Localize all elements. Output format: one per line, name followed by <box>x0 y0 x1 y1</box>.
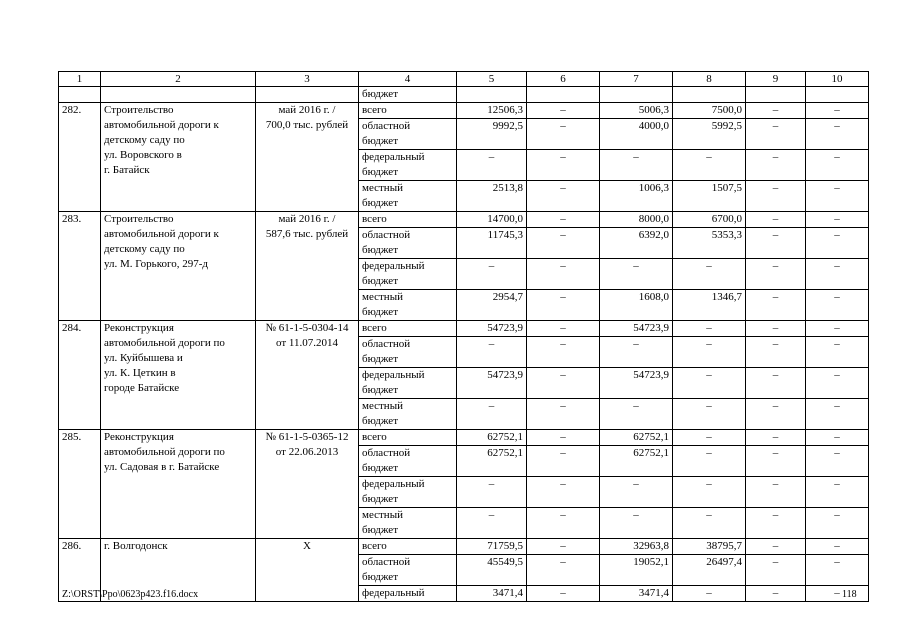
amount-cell: 54723,9 <box>457 321 527 337</box>
funding-source: федеральный бюджет <box>359 150 457 181</box>
entry-name <box>101 321 256 430</box>
entry-name-line: ул. Воровского в <box>104 149 182 161</box>
carry-over-text: бюджет <box>359 87 457 103</box>
entry-number: 286. <box>59 539 101 602</box>
amount-cell: 7500,0 <box>673 103 746 119</box>
amount-cell: – <box>746 430 806 446</box>
funding-source: федеральный бюджет <box>359 259 457 290</box>
table-row <box>59 430 869 446</box>
funding-source: всего <box>359 212 457 228</box>
amount-cell: 62752,1 <box>457 446 527 477</box>
amount-cell: 2513,8 <box>457 181 527 212</box>
amount-cell: – <box>673 399 746 430</box>
amount-cell: – <box>527 103 600 119</box>
amount-cell: 45549,5 <box>457 555 527 586</box>
amount-cell: – <box>806 150 869 181</box>
table-row <box>59 103 869 119</box>
amount-cell: – <box>457 477 527 508</box>
amount-cell: – <box>527 508 600 539</box>
amount-cell: 4000,0 <box>600 119 673 150</box>
amount-cell: – <box>600 259 673 290</box>
amount-cell: – <box>806 228 869 259</box>
amount-cell: 54723,9 <box>457 368 527 399</box>
entry-name-line: Реконструкция <box>104 431 174 443</box>
entry-number: 283. <box>59 212 101 321</box>
amount-cell: – <box>600 399 673 430</box>
amount-cell: – <box>746 539 806 555</box>
funding-source: всего <box>359 321 457 337</box>
amount-cell: – <box>806 586 869 602</box>
amount-cell: – <box>806 368 869 399</box>
amount-cell: – <box>806 508 869 539</box>
funding-source: областной бюджет <box>359 119 457 150</box>
funding-source: всего <box>359 539 457 555</box>
amount-cell: – <box>527 430 600 446</box>
col-header: 7 <box>600 72 673 87</box>
entry-name-line: Строительство <box>104 104 174 116</box>
funding-source: местный бюджет <box>359 508 457 539</box>
amount-cell: 62752,1 <box>457 430 527 446</box>
amount-cell: – <box>673 368 746 399</box>
amount-cell: – <box>746 150 806 181</box>
amount-cell: – <box>457 259 527 290</box>
amount-cell: 3471,4 <box>457 586 527 602</box>
amount-cell: – <box>457 508 527 539</box>
amount-cell: – <box>527 477 600 508</box>
amount-cell: – <box>746 212 806 228</box>
entry-name <box>101 103 256 212</box>
amount-cell: – <box>746 228 806 259</box>
amount-cell: – <box>746 368 806 399</box>
funding-source: местный бюджет <box>359 181 457 212</box>
amount-cell: – <box>746 446 806 477</box>
amount-cell: – <box>673 337 746 368</box>
table-row <box>59 539 869 555</box>
entry-name-line: Реконструкция <box>104 322 174 334</box>
amount-cell: 71759,5 <box>457 539 527 555</box>
amount-cell: – <box>746 290 806 321</box>
funding-source: местный бюджет <box>359 399 457 430</box>
col-header: 10 <box>806 72 869 87</box>
amount-cell: 9992,5 <box>457 119 527 150</box>
amount-cell: 12506,3 <box>457 103 527 119</box>
amount-cell: – <box>806 539 869 555</box>
col-header: 4 <box>359 72 457 87</box>
entry-document-line: май 2016 г. / <box>278 213 336 225</box>
funding-source: всего <box>359 430 457 446</box>
amount-cell: – <box>806 430 869 446</box>
amount-cell: – <box>746 119 806 150</box>
amount-cell: – <box>806 119 869 150</box>
entry-document <box>256 430 359 539</box>
col-header: 5 <box>457 72 527 87</box>
column-number-header-row <box>59 72 869 87</box>
entry-name-line: городе Батайске <box>104 382 180 394</box>
funding-source: областной бюджет <box>359 555 457 586</box>
amount-cell: – <box>457 399 527 430</box>
amount-cell: – <box>806 399 869 430</box>
amount-cell: – <box>746 337 806 368</box>
amount-cell: 1006,3 <box>600 181 673 212</box>
entry-document <box>256 212 359 321</box>
footer-file-path: Z:\ORST\Ppo\0623p423.f16.docx <box>62 589 199 600</box>
entry-name-line: Строительство <box>104 213 174 225</box>
entry-document-line: от 22.06.2013 <box>275 446 339 458</box>
entry-name-line: ул. М. Горького, 297-д <box>104 258 208 270</box>
amount-cell: 2954,7 <box>457 290 527 321</box>
funding-source: всего <box>359 103 457 119</box>
amount-cell: 38795,7 <box>673 539 746 555</box>
amount-cell: – <box>527 228 600 259</box>
amount-cell: 62752,1 <box>600 446 673 477</box>
entry-name-line: автомобильной дороги по <box>104 446 225 458</box>
entry-number: 285. <box>59 430 101 539</box>
amount-cell: – <box>527 399 600 430</box>
entry-name <box>101 212 256 321</box>
amount-cell: 62752,1 <box>600 430 673 446</box>
funding-source: федеральный бюджет <box>359 368 457 399</box>
funding-source: областной бюджет <box>359 446 457 477</box>
amount-cell: 19052,1 <box>600 555 673 586</box>
amount-cell: – <box>673 586 746 602</box>
funding-source: федеральный <box>359 586 457 602</box>
amount-cell: 6392,0 <box>600 228 673 259</box>
amount-cell: – <box>600 477 673 508</box>
amount-cell: 3471,4 <box>600 586 673 602</box>
amount-cell: – <box>673 430 746 446</box>
amount-cell: – <box>806 321 869 337</box>
amount-cell: 6700,0 <box>673 212 746 228</box>
amount-cell: – <box>806 212 869 228</box>
amount-cell: 5353,3 <box>673 228 746 259</box>
amount-cell: – <box>673 259 746 290</box>
entry-name-line: ул. К. Цеткин в <box>104 367 176 379</box>
amount-cell: – <box>806 181 869 212</box>
amount-cell: – <box>673 477 746 508</box>
amount-cell: – <box>527 368 600 399</box>
amount-cell: – <box>806 259 869 290</box>
amount-cell: – <box>527 446 600 477</box>
entry-number: 284. <box>59 321 101 430</box>
amount-cell: – <box>600 508 673 539</box>
entry-name-line: г. Волгодонск <box>104 540 168 552</box>
amount-cell: – <box>673 446 746 477</box>
col-header: 1 <box>59 72 101 87</box>
amount-cell: 14700,0 <box>457 212 527 228</box>
amount-cell: – <box>673 150 746 181</box>
funding-source: областной бюджет <box>359 228 457 259</box>
amount-cell: – <box>746 181 806 212</box>
entry-name-line: автомобильной дороги к <box>104 119 219 131</box>
col-header: 6 <box>527 72 600 87</box>
amount-cell: – <box>746 508 806 539</box>
col-header: 2 <box>101 72 256 87</box>
entry-name-line: автомобильной дороги по <box>104 337 225 349</box>
entry-document <box>256 539 359 602</box>
amount-cell: – <box>806 337 869 368</box>
amount-cell: 1608,0 <box>600 290 673 321</box>
amount-cell: 11745,3 <box>457 228 527 259</box>
amount-cell: 1346,7 <box>673 290 746 321</box>
entry-number: 282. <box>59 103 101 212</box>
funding-source: местный бюджет <box>359 290 457 321</box>
amount-cell: 32963,8 <box>600 539 673 555</box>
entry-name <box>101 430 256 539</box>
amount-cell: – <box>457 150 527 181</box>
funding-source: областной бюджет <box>359 337 457 368</box>
amount-cell: 5992,5 <box>673 119 746 150</box>
entry-document-line: № 61-1-5-0304-14 <box>265 322 349 334</box>
col-header: 8 <box>673 72 746 87</box>
amount-cell: – <box>673 508 746 539</box>
entry-document <box>256 103 359 212</box>
amount-cell: – <box>527 290 600 321</box>
footer-page-number: 118 <box>842 589 857 600</box>
entry-document-line: 700,0 тыс. рублей <box>265 119 349 131</box>
entry-name-line: ул. Садовая в г. Батайске <box>104 461 220 473</box>
amount-cell: – <box>746 399 806 430</box>
amount-cell: – <box>600 150 673 181</box>
amount-cell: 1507,5 <box>673 181 746 212</box>
entry-name-line: ул. Куйбышева и <box>104 352 183 364</box>
amount-cell: – <box>746 586 806 602</box>
amount-cell: – <box>527 586 600 602</box>
entry-name-line: г. Батайск <box>104 164 150 176</box>
amount-cell: – <box>527 555 600 586</box>
amount-cell: – <box>746 321 806 337</box>
amount-cell: – <box>527 150 600 181</box>
amount-cell: – <box>806 477 869 508</box>
entry-document-line: май 2016 г. / <box>278 104 336 116</box>
entry-document-line: от 11.07.2014 <box>275 337 338 349</box>
entry-document-line: Х <box>303 540 311 552</box>
amount-cell: – <box>527 539 600 555</box>
entry-name-line: автомобильной дороги к <box>104 228 219 240</box>
budget-table <box>58 71 869 602</box>
table-row <box>59 321 869 337</box>
amount-cell: – <box>527 321 600 337</box>
table-row <box>59 212 869 228</box>
amount-cell: 5006,3 <box>600 103 673 119</box>
amount-cell: 8000,0 <box>600 212 673 228</box>
amount-cell: 54723,9 <box>600 368 673 399</box>
amount-cell: 54723,9 <box>600 321 673 337</box>
entry-name-line: детскому саду по <box>104 243 185 255</box>
amount-cell: – <box>746 103 806 119</box>
col-header: 3 <box>256 72 359 87</box>
carry-over-row <box>59 87 869 103</box>
funding-source: федеральный бюджет <box>359 477 457 508</box>
col-header: 9 <box>746 72 806 87</box>
amount-cell: – <box>806 290 869 321</box>
amount-cell: – <box>600 337 673 368</box>
amount-cell: – <box>527 212 600 228</box>
amount-cell: – <box>457 337 527 368</box>
amount-cell: – <box>746 259 806 290</box>
entry-document-line: 587,6 тыс. рублей <box>265 228 349 240</box>
entry-document-line: № 61-1-5-0365-12 <box>265 431 349 443</box>
amount-cell: – <box>746 477 806 508</box>
amount-cell: – <box>527 337 600 368</box>
entry-document <box>256 321 359 430</box>
amount-cell: – <box>527 119 600 150</box>
amount-cell: – <box>746 555 806 586</box>
amount-cell: – <box>673 321 746 337</box>
amount-cell: – <box>527 259 600 290</box>
amount-cell: 26497,4 <box>673 555 746 586</box>
entry-name-line: детскому саду по <box>104 134 185 146</box>
amount-cell: – <box>527 181 600 212</box>
amount-cell: – <box>806 103 869 119</box>
amount-cell: – <box>806 555 869 586</box>
amount-cell: – <box>806 446 869 477</box>
